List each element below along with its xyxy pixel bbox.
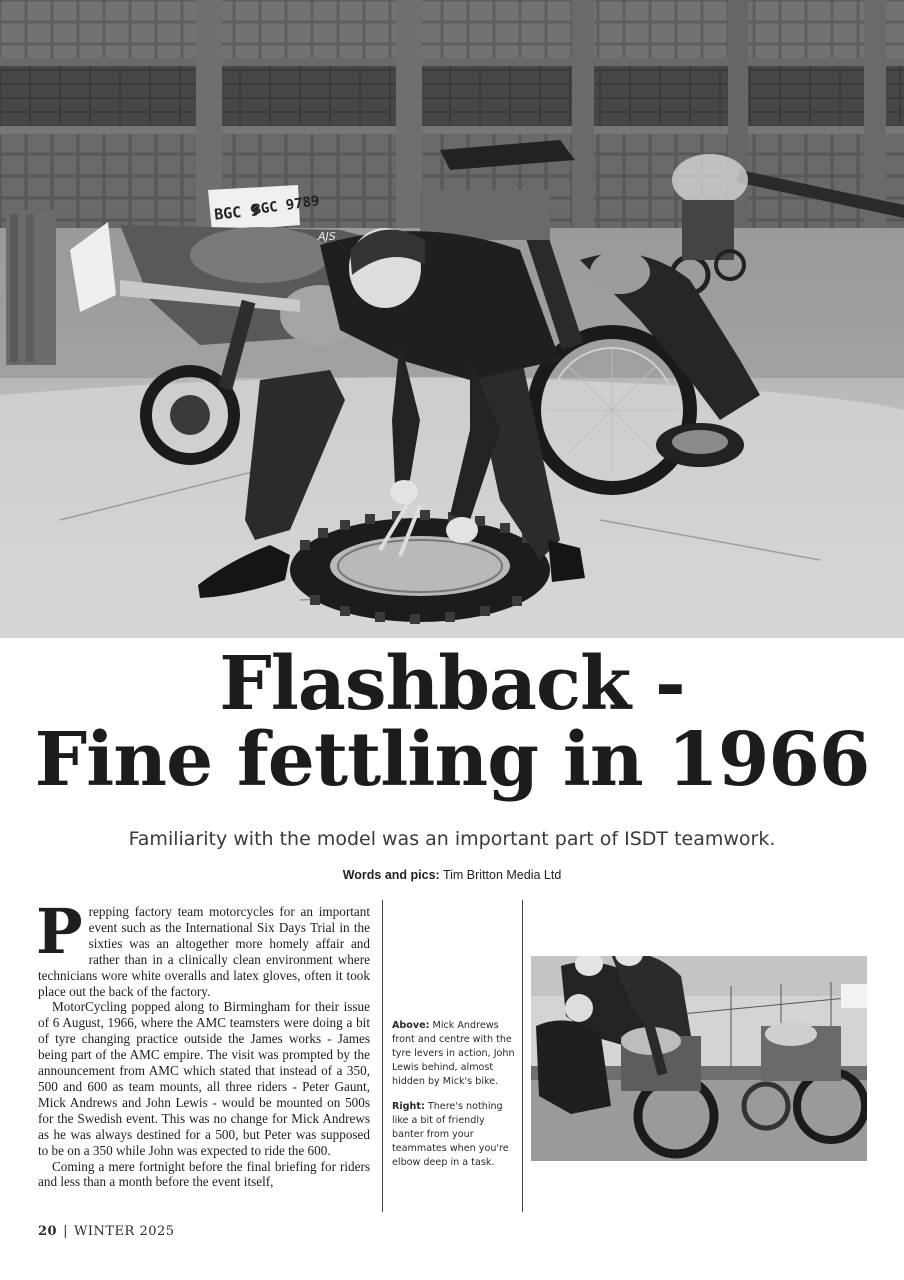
caption-above-text: Mick Andrews front and centre with the tyre levers in action, John Lewis behind, almost hidden by Mick's bike. bbox=[392, 1020, 515, 1087]
article-paragraph-3: Coming a mere fortnight before the final briefing for riders and less than a month before the event itself, bbox=[38, 1158, 370, 1190]
column-rule-left bbox=[382, 900, 383, 1212]
article-paragraph-1 bbox=[36, 895, 370, 999]
article-body bbox=[36, 895, 370, 1190]
article-paragraph-2: MotorCycling popped along to Birmingham for their issue of 6 August, 1966, where the AMC teamsters were doing a bit of tyre changing practice outside the James works - James being part of the AMC empire. The visit was prompted by the announcement from AMC which stated that instead of a 350, 500 and 600 as team mounts, all three riders - Peter Gaunt, Mick Andrews and John Lewis - would be mounted on 500s for the Swedish event. This was no change for Mick Andrews as he was always destined for a 500, but Peter was supposed to be on a 350 while John was expected to ride the 600. bbox=[38, 999, 370, 1158]
article-paragraph-1-text: repping factory team motorcycles for an important event such as the International Six Days Trial in the sixties was an altogether more homely affair and rather than in a clinically clean environment where technicians wore white overalls and latex gloves, often it took place out the back of the factory. bbox=[38, 904, 370, 999]
footer-separator: | bbox=[63, 1224, 68, 1239]
byline bbox=[0, 868, 904, 882]
caption-right bbox=[392, 1100, 516, 1170]
rear-plate-left: BGC 9 bbox=[213, 201, 261, 224]
hero-photo bbox=[0, 0, 904, 638]
headline bbox=[0, 641, 904, 803]
caption-above-label: Above: bbox=[392, 1020, 430, 1031]
headline-line-2: Fine fettling in 1966 bbox=[34, 717, 870, 803]
caption-above bbox=[392, 1019, 516, 1089]
byline-label: Words and pics: bbox=[342, 868, 440, 882]
drop-cap: P bbox=[36, 895, 83, 968]
page-footer bbox=[38, 1224, 175, 1239]
page-number: 20 bbox=[38, 1224, 58, 1239]
byline-value: Tim Britton Media Ltd bbox=[442, 868, 562, 882]
secondary-photo bbox=[531, 956, 867, 1161]
issue-label: WINTER 2025 bbox=[73, 1224, 175, 1239]
captions bbox=[392, 1019, 516, 1181]
tank-badge: AJS bbox=[318, 230, 336, 243]
column-rule-right bbox=[522, 900, 523, 1212]
caption-right-label: Right: bbox=[392, 1101, 425, 1112]
caption-right-text: There's nothing like a bit of friendly banter from your teammates when you're elbow deep in a task. bbox=[392, 1101, 509, 1168]
standfirst: Familiarity with the model was an important part of ISDT teamwork. bbox=[128, 828, 776, 850]
rear-plate-right: BGC 9789 bbox=[251, 193, 321, 219]
headline-line-1: Flashback - bbox=[219, 641, 685, 727]
